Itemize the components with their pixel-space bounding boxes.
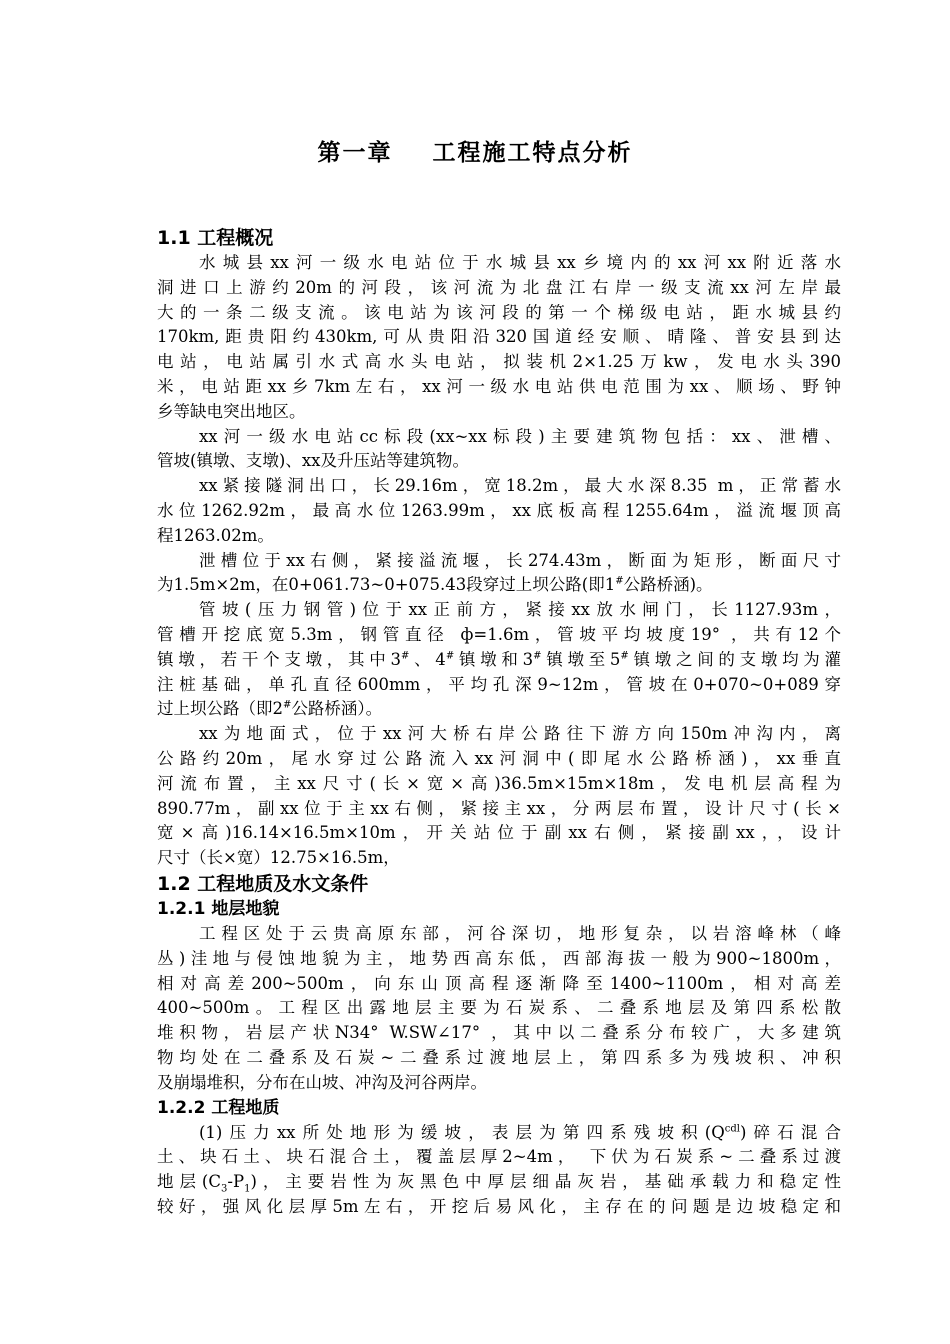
text-line: 水城县xx河一级水电站位于水城县xx乡境内的xx河xx附近落水 — [199, 253, 841, 272]
paragraph — [157, 722, 841, 871]
paragraph — [157, 474, 841, 548]
text-line: 170km,距贵阳约430km,可从贵阳沿320国道经安顺、晴隆、普安县到达 — [157, 327, 841, 347]
text-line: 400~500m。工程区出露地层主要为石炭系、二叠系地层及第四系松散 — [157, 998, 841, 1018]
text-line: 电站，电站属引水式高水头电站，拟装机2×1.25万kw，发电水头390 — [157, 352, 841, 372]
text-line: xx紧接隧洞出口，长29.16m，宽18.2m，最大水深8.35 m，正常蓄水 — [199, 476, 841, 496]
text-line: 注桩基础，单孔直径600mm，平均孔深9~12m，管坡在0+070~0+089穿 — [157, 674, 841, 694]
text-line: 土、块石土、块石混合土，覆盖层厚2~4m， 下伏为石炭系~二叠系过渡 — [157, 1147, 841, 1167]
text-line: 管坡(压力钢管)位于xx正前方，紧接xx放水闸门，长1127.93m， — [199, 600, 841, 620]
text-line: 过上坝公路（即2#公路桥涵）。 — [157, 699, 383, 719]
paragraph — [157, 1121, 841, 1220]
subsection-heading: 1.2.1 地层地貌 — [157, 898, 280, 919]
text-line: 洞进口上游约20m的河段，该河流为北盘江右岸一级支流xx河左岸最 — [157, 277, 841, 297]
text-line: 乡等缺电突出地区。 — [157, 401, 306, 421]
text-line: 大的一条二级支流。该电站为该河段的第一个梯级电站，距水城县约 — [157, 302, 841, 322]
text-line: xx河一级水电站cc标段(xx~xx标段)主要建筑物包括：xx、泄槽、 — [199, 426, 841, 446]
paragraph — [157, 549, 841, 599]
text-line: 宽×高)16.14×16.5m×10m，开关站位于副xx右侧，紧接副xx，，设计 — [157, 823, 841, 843]
text-line: 米，电站距xx乡7km左右，xx河一级水电站供电范围为xx、顺场、野钟 — [157, 376, 841, 396]
paragraph — [157, 251, 841, 425]
text-line: 丛)洼地与侵蚀地貌为主，地势西高东低，西部海拔一般为900~1800m， — [157, 948, 841, 968]
chapter-title: 第一章 工程施工特点分析 — [317, 139, 633, 166]
text-line: 镇墩，若干个支墩，其中3#、4#镇墩和3#镇墩至5#镇墩之间的支墩均为灌 — [157, 649, 841, 669]
paragraph — [157, 425, 841, 475]
text-line: 尺寸（长×宽）12.75×16.5m， — [157, 848, 400, 868]
paragraph — [157, 598, 841, 722]
subsection-heading: 1.2.2 工程地质 — [157, 1097, 280, 1118]
text-line: 泄槽位于xx右侧，紧接溢流堰，长274.43m，断面为矩形，断面尺寸 — [199, 550, 841, 570]
text-line: 相对高差200~500m，向东山顶高程逐渐降至1400~1100m，相对高差 — [157, 973, 841, 993]
text-line: 及崩塌堆积，分布在山坡、冲沟及河谷两岸。 — [157, 1072, 487, 1092]
text-line: 较好，强风化层厚5m左右，开挖后易风化，主存在的问题是边坡稳定和 — [157, 1196, 841, 1216]
paragraph — [157, 922, 841, 1096]
text-line: 管槽开挖底宽5.3m，钢管直径 ф=1.6m，管坡平均坡度19° ，共有12个 — [157, 624, 841, 644]
text-line: 程1263.02m。 — [157, 525, 274, 545]
text-line: 工程区处于云贵高原东部，河谷深切，地形复杂，以岩溶峰林（峰 — [199, 923, 841, 943]
text-line: 为1.5m×2m，在0+061.73~0+075.43段穿过上坝公路(即1#公路桥涵)。 — [157, 575, 713, 595]
text-line: (1)压力xx所处地形为缓坡，表层为第四系残坡积$(Q^{cdl})$碎石混合 — [199, 1122, 841, 1142]
text-line: 河流布置，主xx尺寸(长×宽×高)36.5m×15m×18m，发电机层高程为 — [157, 773, 841, 793]
text-line: 地层$(C_3-P_1)$，主要岩性为灰黑色中厚层细晶灰岩，基础承载力和稳定性 — [157, 1172, 841, 1195]
text-line: xx为地面式，位于xx河大桥右岸公路往下游方向150m冲沟内，离 — [199, 724, 841, 744]
text-line: 物均处在二叠系及石炭~二叠系过渡地层上，第四系多为残坡积、冲积 — [157, 1047, 841, 1067]
text-line: 890.77m，副xx位于主xx右侧，紧接主xx，分两层布置，设计尺寸(长× — [157, 798, 841, 818]
text-line: 管坡(镇墩、支墩)、xx及升压站等建筑物。 — [157, 451, 469, 471]
text-line: 堆积物，岩层产状N34° W.SW∠17° ，其中以二叠系分布较广，大多建筑 — [157, 1023, 841, 1043]
text-line: 水位1262.92m，最高水位1263.99m，xx底板高程1255.64m，溢流堰顶高 — [157, 500, 841, 520]
section-heading: 1.2 工程地质及水文条件 — [157, 872, 369, 895]
text-line: 公路约20m，尾水穿过公路流入xx河洞中(即尾水公路桥涵)，xx垂直 — [157, 748, 841, 768]
document-body — [157, 225, 841, 1220]
section-heading: 1.1 工程概况 — [157, 227, 274, 249]
